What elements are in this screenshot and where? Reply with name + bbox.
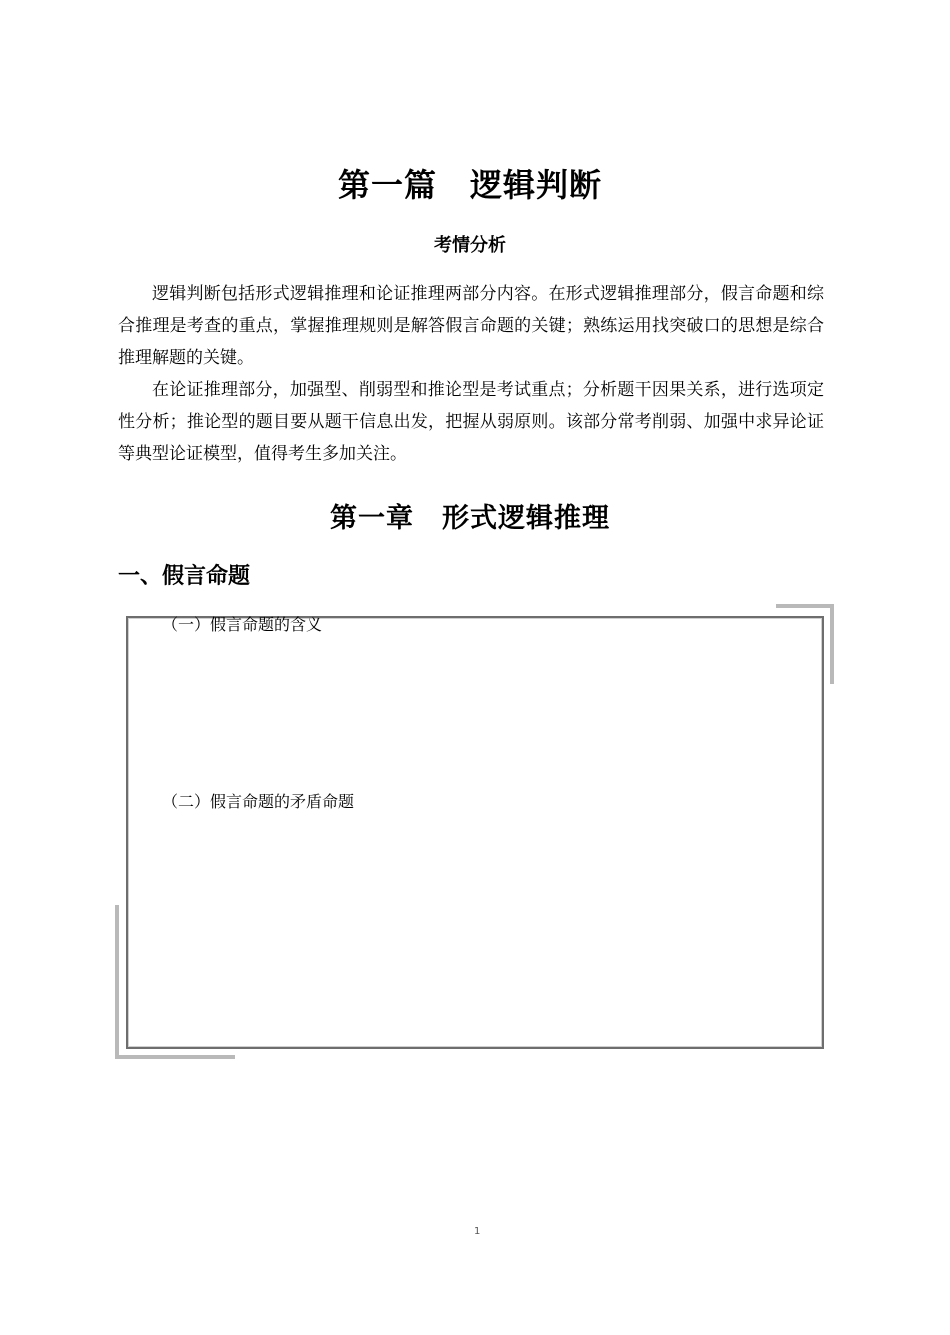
intro-text — [118, 278, 824, 470]
intro-paragraph: 逻辑判断包括形式逻辑推理和论证推理两部分内容。在形式逻辑推理部分，假言命题和综合推理是考查的重点，掌握推理规则是解答假言命题的关键；熟练运用找突破口的思想是综合推理解题的关键。 — [118, 284, 824, 368]
part-title: 第一篇 逻辑判断 — [337, 166, 602, 204]
subsection-heading-meaning: （一）假言命题的含义 — [162, 615, 323, 634]
page-number: 1 — [474, 1226, 481, 1237]
overview-heading: 考情分析 — [434, 235, 506, 256]
chapter-title: 第一章 形式逻辑推理 — [330, 503, 610, 534]
content-frame — [126, 616, 824, 1049]
intro-paragraph: 在论证推理部分，加强型、削弱型和推论型是考试重点；分析题干因果关系，进行选项定性分析；推论型的题目要从题干信息出发，把握从弱原则。该部分常考削弱、加强中求异论证等典型论证模型，值得考生多加关注。 — [118, 380, 824, 464]
section-title: 一、假言命题 — [118, 564, 251, 589]
subsection-heading-contradiction: （二）假言命题的矛盾命题 — [162, 792, 355, 811]
